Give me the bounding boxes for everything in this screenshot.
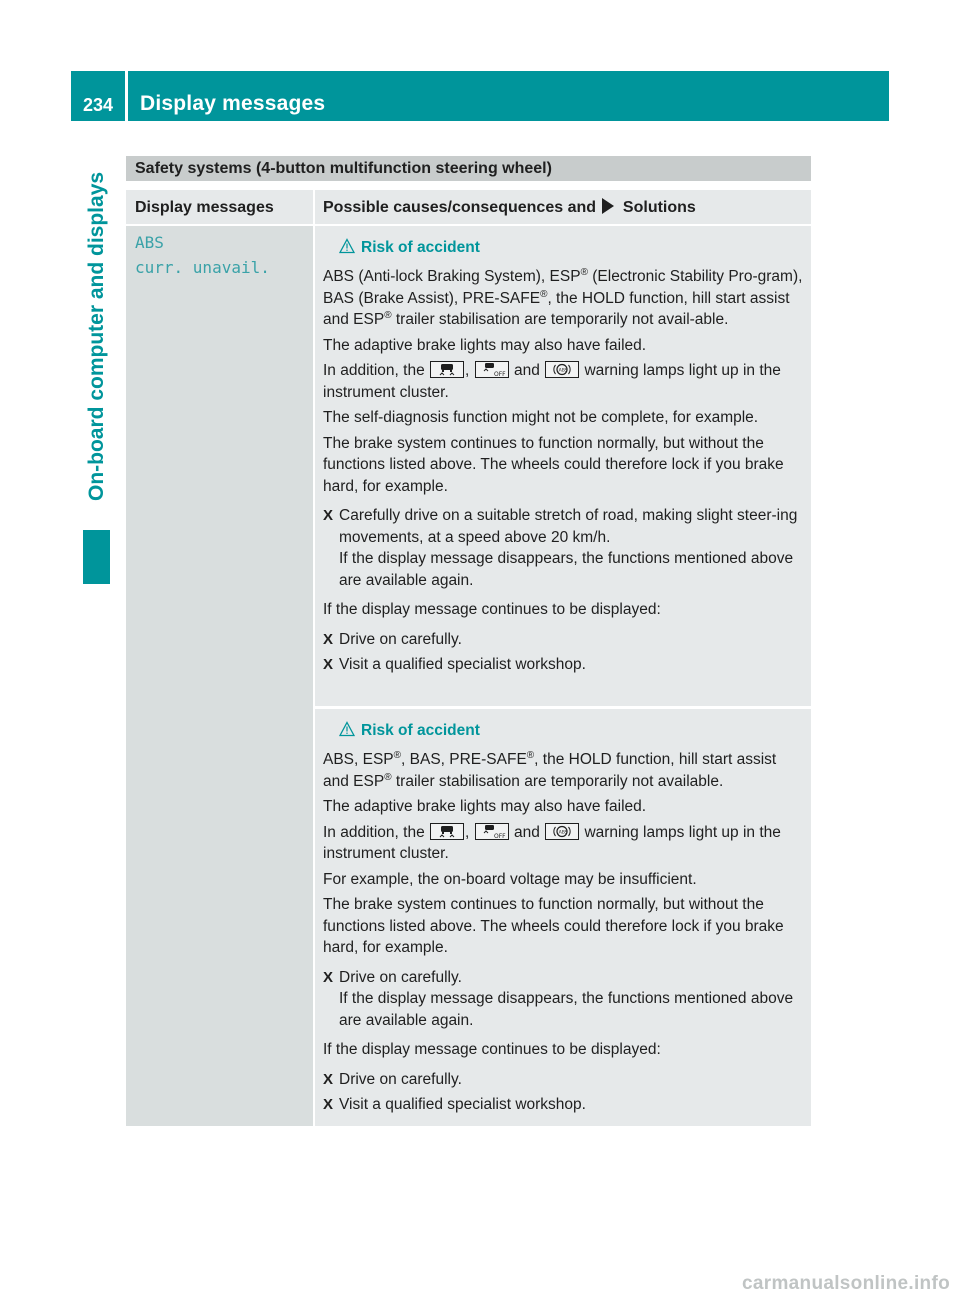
paragraph: [323, 360, 803, 403]
page-title: Display messages: [140, 92, 326, 115]
watermark[interactable]: carmanualsonline.info: [742, 1273, 950, 1294]
text: In addition, the: [323, 362, 425, 379]
step-arrow-icon: X: [323, 656, 334, 673]
step-arrow-icon: X: [323, 630, 334, 648]
instruction-step: [323, 654, 803, 676]
page-number: 234: [82, 95, 114, 115]
warning-text: Risk of accident: [361, 239, 480, 256]
text: ABS, ESP: [323, 751, 394, 768]
paragraph: The adaptive brake lights may also have failed.: [323, 798, 647, 815]
paragraph: The brake system continues to function normally, but without the functions listed above. The wheels could therefore lock if you brake hard, for example.: [323, 434, 784, 495]
svg-text:ABS: ABS: [558, 829, 568, 835]
text: and: [513, 823, 540, 841]
text: , BAS, PRE-SAFE: [401, 751, 527, 768]
step-result-text: If the display message disappears, the functions mentioned above are available again.: [339, 550, 794, 589]
text: trailer stabilisation are temporarily not avail-able.: [391, 311, 729, 328]
warning-heading: [323, 236, 803, 260]
svg-text:OFF: OFF: [493, 832, 506, 839]
abs-lamp-icon: [545, 361, 579, 378]
text: warning lamps light up in the instrument cluster.: [323, 823, 781, 862]
registered-mark: ®: [393, 750, 402, 761]
column-header-display-messages: Display messages: [126, 190, 313, 224]
step-arrow-icon: X: [323, 968, 334, 986]
registered-mark: ®: [526, 750, 535, 761]
instruction-step: [323, 629, 803, 651]
paragraph: [323, 749, 803, 792]
registered-mark: ®: [384, 310, 392, 321]
chapter-marker: [83, 530, 110, 584]
warning-text: Risk of accident: [361, 722, 480, 739]
text: ABS (Anti-lock Braking System), ESP: [323, 268, 581, 285]
registered-mark: ®: [580, 267, 588, 278]
page-header: [71, 71, 889, 121]
column-header-causes-label: Possible causes/consequences and: [323, 199, 597, 216]
svg-text:ABS: ABS: [558, 368, 568, 374]
text: , the HOLD function, hill start assist and ESP: [323, 289, 790, 328]
step-result-text: If the display message disappears, the functions mentioned above are available again.: [339, 990, 794, 1029]
esp-off-lamp-icon: [475, 361, 509, 378]
solution-cell-2: [315, 709, 811, 1126]
text: ,: [465, 362, 470, 379]
paragraph: For example, the on-board voltage may be insufficient.: [323, 870, 697, 888]
display-message-line2: curr. unavail.: [135, 258, 270, 277]
column-header-solutions-label: Solutions: [622, 199, 696, 216]
paragraph: [323, 266, 803, 331]
step-text: Carefully drive on a suitable stretch of road, making slight steer-ing movements, at a speed above 20 km/h.: [339, 507, 798, 546]
step-text: Visit a qualified specialist workshop.: [339, 656, 586, 673]
paragraph: The self-diagnosis function might not be complete, for example.: [323, 409, 759, 426]
step-text: Drive on carefully.: [339, 968, 462, 986]
column-header-causes-solutions: [315, 190, 811, 224]
header-divider: [125, 71, 128, 121]
warning-heading: [323, 719, 803, 743]
step-text: Drive on carefully.: [339, 630, 462, 648]
paragraph: The adaptive brake lights may also have failed.: [323, 336, 647, 354]
step-arrow-icon: X: [323, 1070, 334, 1088]
display-message-cell: [126, 226, 313, 1126]
text: (Electronic Stability Pro-gram), BAS (Brake Assist), PRE-SAFE: [323, 268, 803, 307]
registered-mark: ®: [540, 288, 548, 300]
step-arrow-icon: [602, 198, 614, 214]
step-arrow-icon: X: [323, 1096, 334, 1113]
text: and: [513, 362, 540, 379]
step-text: Visit a qualified specialist workshop.: [339, 1096, 586, 1113]
text: ,: [465, 823, 470, 841]
display-message-line1: ABS: [135, 233, 164, 252]
paragraph: If the display message continues to be displayed:: [323, 1041, 661, 1058]
paragraph: The brake system continues to function normally, but without the functions listed above. The wheels could therefore lock if you brake hard, for example.: [323, 896, 784, 956]
paragraph: If the display message continues to be displayed:: [323, 601, 661, 618]
step-arrow-icon: X: [323, 507, 334, 524]
text: , the HOLD function, hill start assist and ESP: [323, 751, 777, 790]
instruction-step: [323, 505, 803, 591]
solution-cell-1: [315, 226, 811, 706]
text: trailer stabilisation are temporarily not available.: [391, 772, 724, 790]
text: In addition, the: [323, 823, 425, 841]
instruction-step: [323, 1069, 803, 1091]
instruction-step: [323, 1094, 803, 1116]
table-title: Safety systems (4-button multifunction steering wheel): [126, 156, 811, 181]
esp-off-lamp-icon: [475, 823, 509, 840]
svg-text:OFF: OFF: [493, 371, 506, 377]
text: warning lamps light up in the instrument cluster.: [323, 362, 781, 401]
step-text: Drive on carefully.: [339, 1070, 462, 1088]
instruction-step: [323, 967, 803, 1032]
warning-triangle-icon: [339, 238, 355, 254]
chapter-side-tab: On-board computer and displays: [85, 171, 108, 501]
esp-skid-lamp-icon: [430, 361, 464, 378]
abs-lamp-icon: [545, 823, 579, 840]
registered-mark: ®: [384, 771, 392, 783]
paragraph: [323, 822, 803, 865]
warning-triangle-icon: [339, 721, 355, 737]
esp-skid-lamp-icon: [430, 823, 464, 840]
